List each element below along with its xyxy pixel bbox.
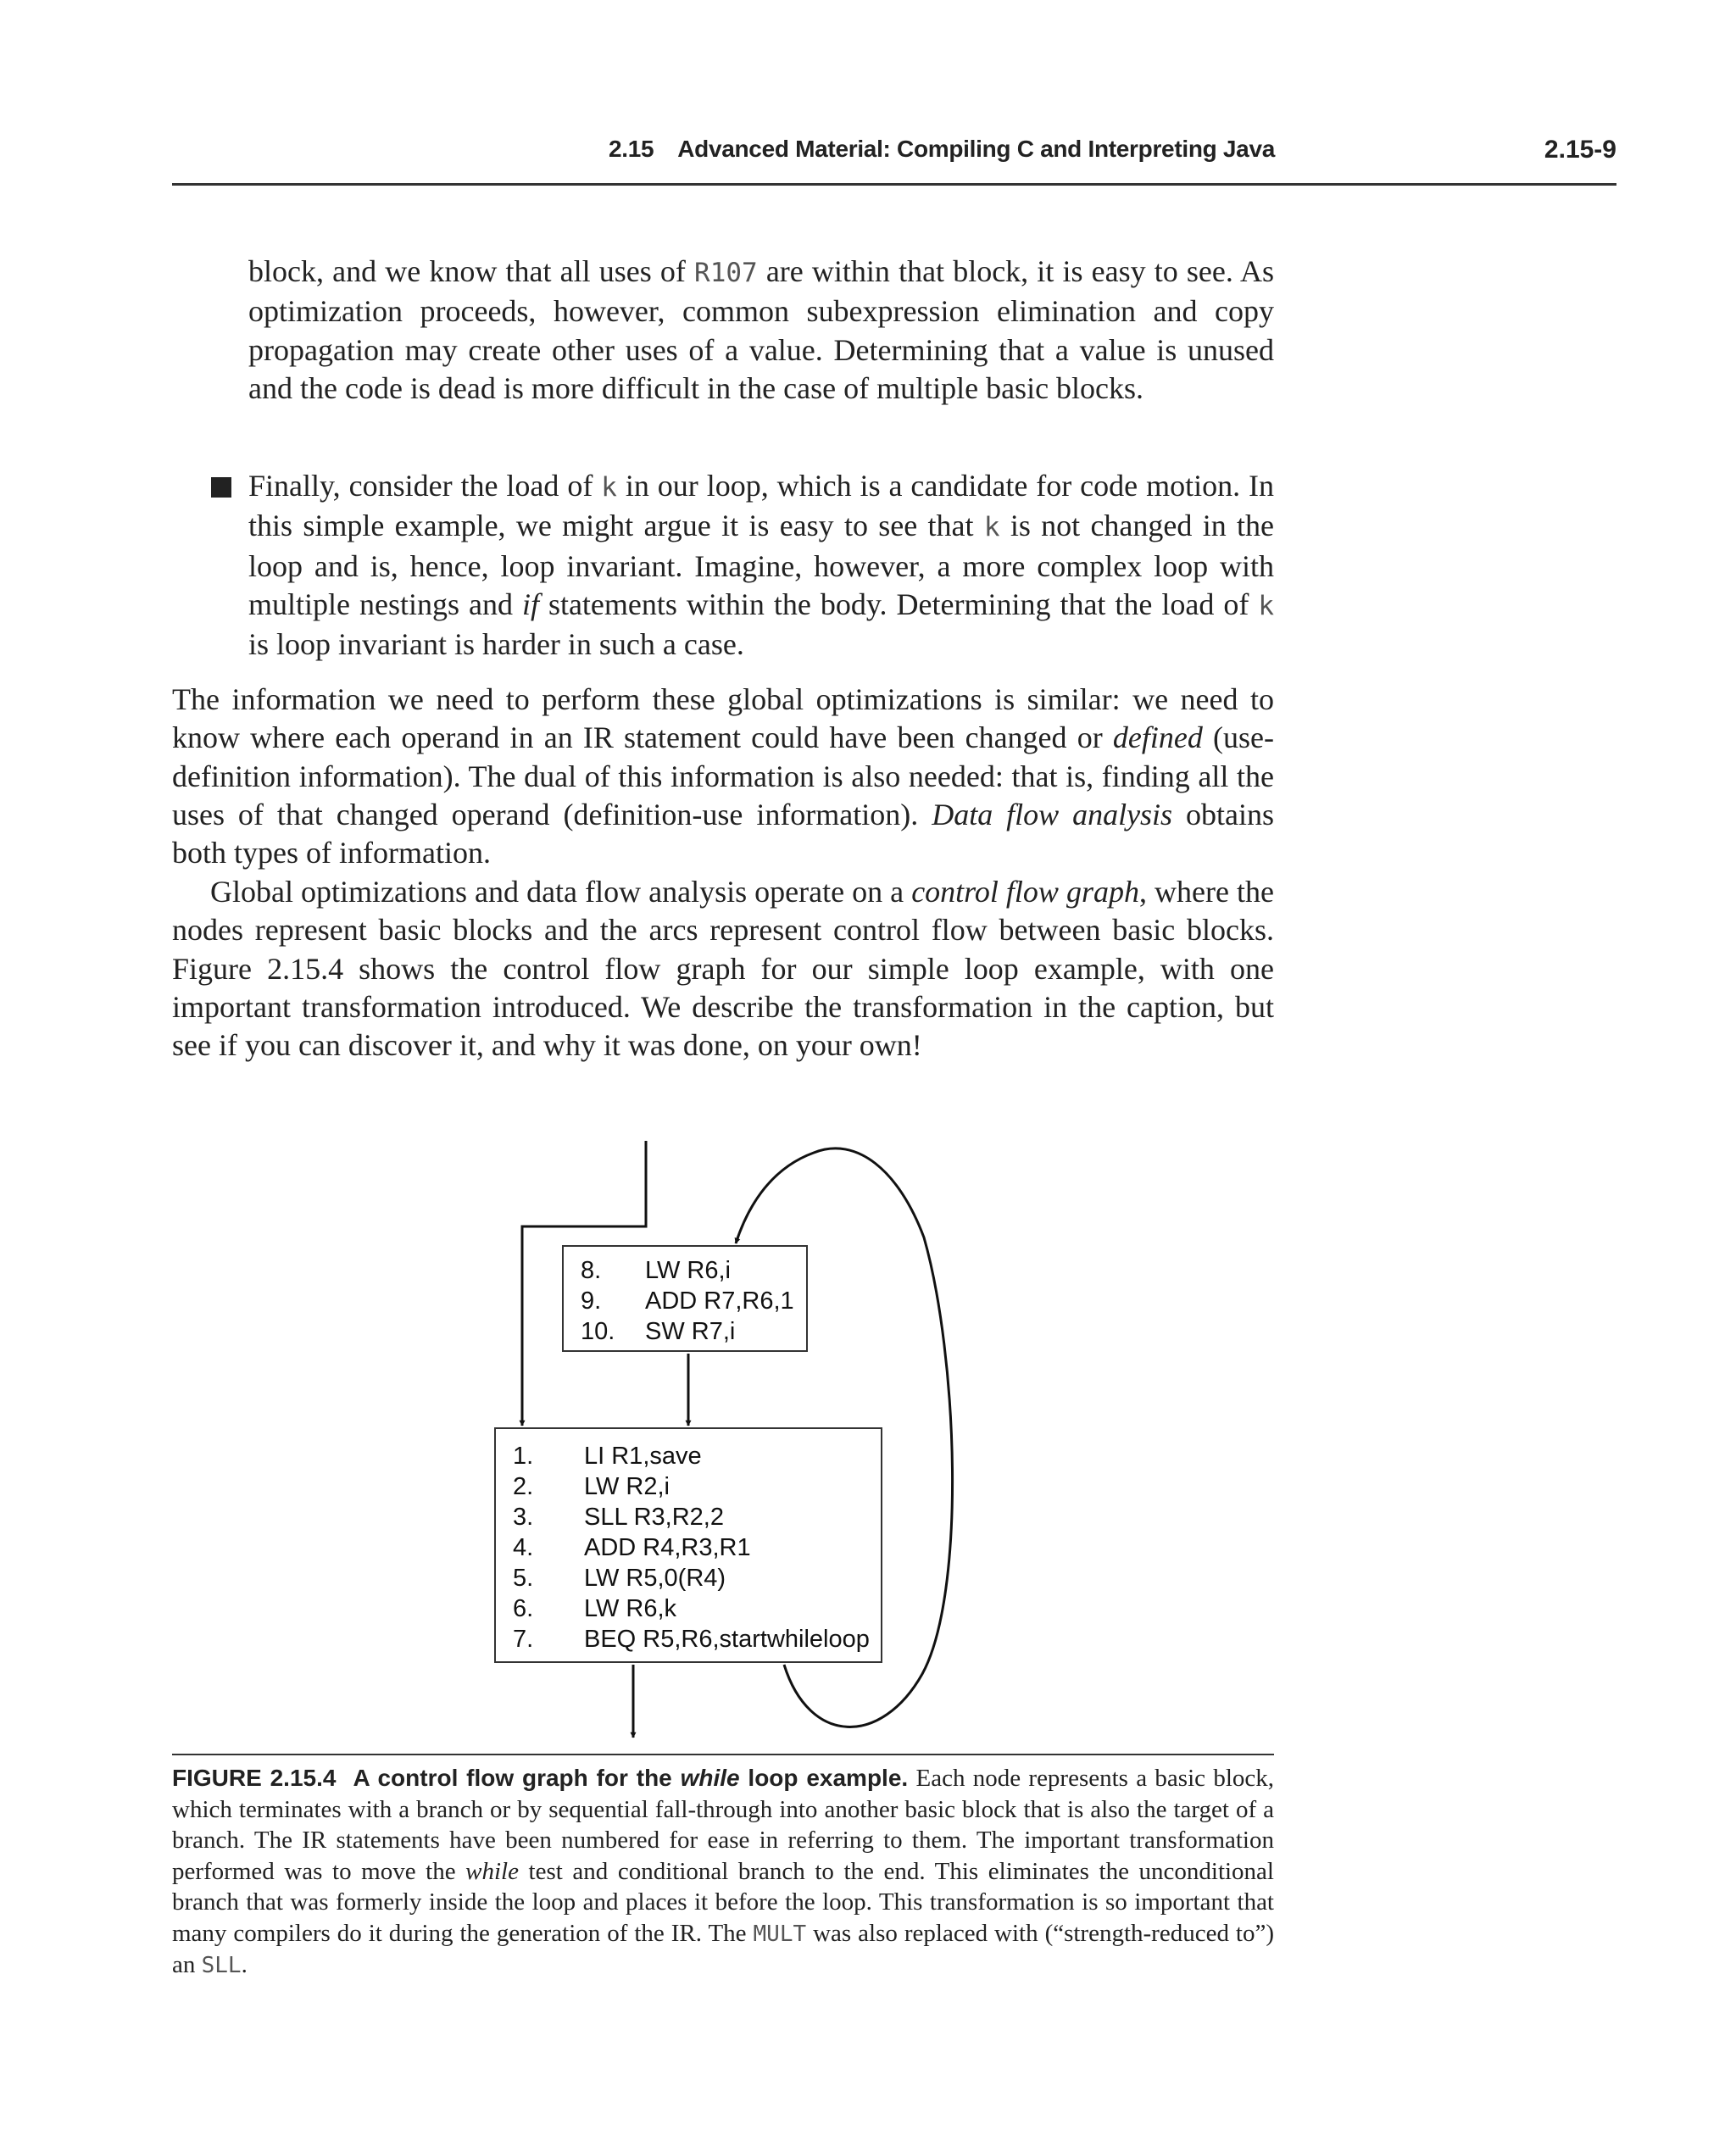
text-run: (use-definition information). The dual of this information is also needed: that is, finding all the uses of that changed operand (definition-use information). <box>172 720 1275 831</box>
code-k: k <box>601 472 617 503</box>
statement-code: LW R6,i <box>645 1257 731 1284</box>
caption-emphasis-while: while <box>465 1857 519 1885</box>
statement-code: LW R6,k <box>584 1595 677 1622</box>
statement-code: SW R7,i <box>645 1318 736 1345</box>
statement-code: ADD R4,R3,R1 <box>584 1534 751 1561</box>
statement-code: BEQ R5,R6,startwhileloop <box>584 1626 870 1653</box>
term-data-flow-analysis: Data flow analysis <box>932 797 1173 831</box>
page-number: 2.15-9 <box>1544 136 1616 164</box>
statement-number: 1. <box>513 1443 534 1470</box>
title-run: A control flow graph for the <box>353 1765 681 1791</box>
basic-block-loop-body <box>562 1245 808 1352</box>
term-defined: defined <box>1112 720 1203 755</box>
code-r107: R107 <box>694 258 758 288</box>
ir-statement <box>496 1624 881 1654</box>
ir-statement <box>496 1593 881 1624</box>
statement-code: SLL R3,R2,2 <box>584 1504 724 1531</box>
statement-number: 2. <box>513 1473 534 1500</box>
text-run: are within that block, it is easy to see. As optimization proceeds, however, common subexpression elimination and copy propagation may create other uses of a value. Determining that a value is unused and the code is dead is more difficult in the case of multiple basic blocks. <box>248 254 1274 405</box>
statement-code: LW R2,i <box>584 1473 670 1500</box>
statement-code: ADD R7,R6,1 <box>645 1287 794 1315</box>
code-k: k <box>983 512 1000 543</box>
figure-title <box>353 1765 908 1791</box>
statement-number: 8. <box>581 1257 602 1284</box>
title-run: loop example. <box>739 1765 909 1791</box>
text-run: is loop invariant is harder in such a case. <box>248 627 744 662</box>
text-run: statements within the body. Determining that the load of <box>538 587 1259 621</box>
ir-statement <box>496 1471 881 1502</box>
emphasis-if: if <box>521 587 539 621</box>
statement-number: 6. <box>513 1595 534 1622</box>
ir-statement <box>496 1441 881 1471</box>
term-control-flow-graph: control flow graph <box>911 875 1139 909</box>
code-mult: MULT <box>753 1921 807 1947</box>
statement-number: 7. <box>513 1626 534 1653</box>
title-emphasis-while: while <box>680 1765 740 1791</box>
ir-statement <box>564 1286 806 1316</box>
text-run: Finally, consider the load of <box>248 469 602 503</box>
statement-number: 9. <box>581 1287 602 1315</box>
statement-number: 5. <box>513 1565 534 1592</box>
text-run: in our loop, which is a candidate for code motion. In this simple example, we might argue it is easy to see that <box>248 469 1274 543</box>
ir-statement <box>564 1316 806 1347</box>
statement-number: 4. <box>513 1534 534 1561</box>
caption-run: . <box>241 1951 248 1978</box>
caption-run: was also replaced with (“strength-reduced to”) an <box>172 1919 1275 1978</box>
text-run: , where the nodes represent basic blocks and the arcs represent control flow between basic blocks. Figure 2.15.4 shows the control flow graph for our simple loop example, with one important transformation introduced. We describe the transformation in the caption, but see if you can discover it, and why it was done, on your own! <box>172 875 1274 1063</box>
statement-number: 3. <box>513 1504 534 1531</box>
caption-run: Each node represents a basic block, which terminates with a branch or by sequential fall-through into another basic block that is also the target of a branch. The IR statements have been numbered for ease in referring to them. The important transformation performed was to move the <box>172 1765 1274 1885</box>
text-run: obtains both types of information. <box>172 797 1274 870</box>
ir-statement <box>496 1532 881 1563</box>
statement-code: LW R5,0(R4) <box>584 1565 726 1592</box>
code-k: k <box>1258 590 1274 621</box>
ir-statement <box>564 1255 806 1286</box>
ir-statement <box>496 1502 881 1532</box>
header-section-title: Advanced Material: Compiling C and Interpreting Java <box>677 136 1275 162</box>
figure-label: FIGURE 2.15.4 <box>172 1765 337 1791</box>
statement-code: LI R1,save <box>584 1443 702 1470</box>
basic-block-loop-test <box>494 1427 882 1663</box>
text-run: The information we need to perform these global optimizations is similar: we need to know where each operand in an IR statement could have been changed or <box>172 682 1274 755</box>
header-section-number: 2.15 <box>608 136 654 162</box>
caption-rule <box>172 1754 1274 1755</box>
caption-run: test and conditional branch to the end. This eliminates the unconditional branch that was formerly inside the loop and places it before the loop. This transformation is so important that many compilers do it during the generation of the IR. The <box>172 1857 1274 1947</box>
figure-caption <box>172 1763 1274 1982</box>
text-run: block, and we know that all uses of <box>248 254 695 288</box>
ir-statement <box>496 1563 881 1593</box>
code-sll: SLL <box>201 1953 242 1978</box>
text-run: is not changed in the loop and is, hence, loop invariant. Imagine, however, a more complex loop with multiple nestings and <box>248 509 1274 621</box>
text-run: Global optimizations and data flow analysis operate on a <box>210 875 912 909</box>
statement-number: 10. <box>581 1318 615 1345</box>
